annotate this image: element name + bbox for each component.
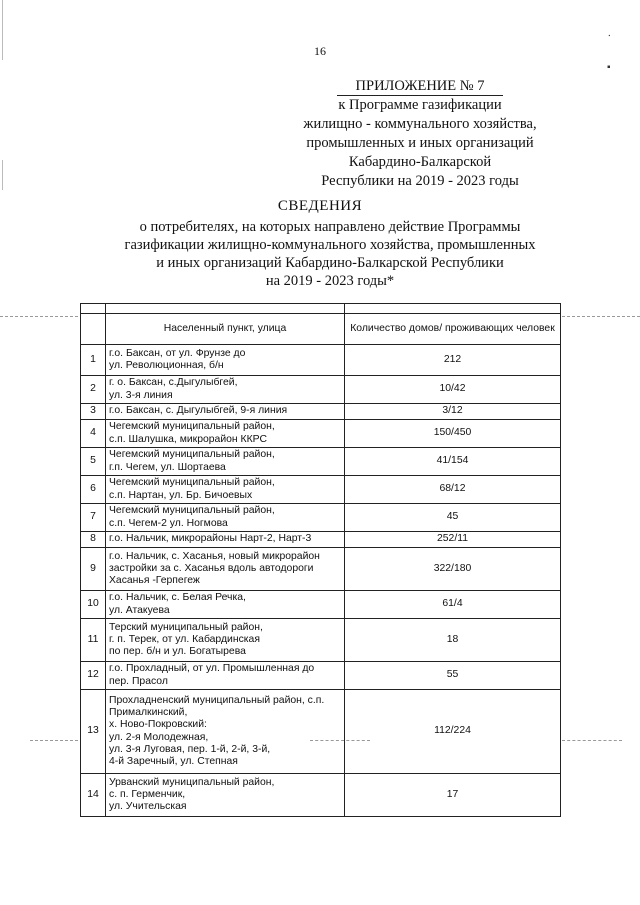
scan-mark-right: ▪	[607, 62, 611, 73]
place-text: г.о. Нальчик, микрорайоны Нарт-2, Нарт-3	[109, 533, 312, 545]
header-count: Количество домов/ проживающих человек	[345, 314, 561, 345]
row-count: 17	[345, 774, 561, 817]
row-count: 10/42	[345, 376, 561, 404]
row-place	[106, 662, 345, 690]
place-text: г.о. Баксан, от ул. Фрунзе до ул. Революционная, б/н	[109, 347, 246, 371]
table-row	[81, 690, 561, 774]
row-place	[106, 548, 345, 591]
annex-line: к Программе газификации	[338, 97, 502, 113]
row-count: 322/180	[345, 548, 561, 591]
row-place	[106, 476, 345, 504]
row-place	[106, 532, 345, 548]
place-text: Терский муниципальный район, г. п. Терек, от ул. Кабардинская по пер. б/н и ул. Богатырева	[109, 621, 263, 658]
row-count: 68/12	[345, 476, 561, 504]
document-subtitle	[100, 218, 560, 290]
subtitle-line: газификации жилищно-коммунального хозяйства, промышленных	[124, 237, 536, 253]
table-row	[81, 448, 561, 476]
table-row	[81, 774, 561, 817]
table-header-row	[81, 314, 561, 345]
header-place: Населенный пункт, улица	[106, 314, 345, 345]
row-place	[106, 591, 345, 619]
annex-line: промышленных и иных организаций	[306, 135, 534, 151]
annex-line: жилищно - коммунального хозяйства,	[303, 116, 537, 132]
table-row	[81, 376, 561, 404]
table-row	[81, 662, 561, 690]
row-number: 10	[81, 591, 106, 619]
place-text: Чегемский муниципальный район, с.п. Чегем-2 ул. Ногмова	[109, 505, 275, 529]
row-number: 4	[81, 420, 106, 448]
scan-line-left	[0, 316, 78, 317]
scan-line-right	[562, 316, 640, 317]
row-number: 5	[81, 448, 106, 476]
place-text: Чегемский муниципальный район, с.п. Нартан, ул. Бр. Бичоевых	[109, 477, 275, 501]
row-number: 7	[81, 504, 106, 532]
row-place	[106, 420, 345, 448]
scan-line-right	[562, 740, 622, 741]
document-title: СВЕДЕНИЯ	[277, 198, 363, 214]
scan-line-left	[30, 740, 78, 741]
table-row	[81, 404, 561, 420]
row-place	[106, 619, 345, 662]
page-number: 16	[314, 44, 326, 58]
row-number: 1	[81, 345, 106, 376]
row-number: 3	[81, 404, 106, 420]
row-place	[106, 690, 345, 774]
row-number: 13	[81, 690, 106, 774]
row-count: 212	[345, 345, 561, 376]
table-row	[81, 345, 561, 376]
row-place	[106, 376, 345, 404]
row-count: 61/4	[345, 591, 561, 619]
scan-mark-top: ⸱	[608, 31, 611, 42]
table-row	[81, 532, 561, 548]
table-row	[81, 591, 561, 619]
place-text: Чегемский муниципальный район, г.п. Чегем, ул. Шортаева	[109, 449, 275, 473]
table-body	[81, 345, 561, 817]
place-text: г. о. Баксан, с.Дыгулыбгей, ул. 3-я линия	[109, 377, 238, 401]
row-number: 2	[81, 376, 106, 404]
table-spacer-row	[81, 304, 561, 314]
place-text: Прохладненский муниципальный район, с.п. Прималкинский, х. Ново-Покровский: ул. 2-я Молодежная, ул. 3-я Луговая, пер. 1-й, 2-й, 3-й, 4-й Заречный, ул. Степная	[109, 694, 325, 767]
row-number: 14	[81, 774, 106, 817]
annex-title: ПРИЛОЖЕНИЕ № 7	[337, 78, 503, 96]
table-row	[81, 476, 561, 504]
annex-line: Республики на 2019 - 2023 годы	[321, 173, 519, 189]
row-count: 55	[345, 662, 561, 690]
row-place	[106, 774, 345, 817]
row-count: 45	[345, 504, 561, 532]
row-number: 9	[81, 548, 106, 591]
row-count: 3/12	[345, 404, 561, 420]
place-text: Урванский муниципальный район, с. п. Герменчик, ул. Учительская	[109, 776, 275, 813]
row-count: 112/224	[345, 690, 561, 774]
row-count: 41/154	[345, 448, 561, 476]
row-place	[106, 404, 345, 420]
place-text: Чегемский муниципальный район, с.п. Шалушка, микрорайон ККРС	[109, 421, 275, 445]
row-place	[106, 504, 345, 532]
row-place	[106, 448, 345, 476]
header-num	[81, 314, 106, 345]
row-count: 18	[345, 619, 561, 662]
scan-edge-line	[2, 0, 3, 60]
row-number: 12	[81, 662, 106, 690]
place-text: г.о. Нальчик, с. Хасанья, новый микрорайон застройки за с. Хасанья вдоль автодороги Хасанья -Герпегеж	[109, 550, 320, 587]
subtitle-line: и иных организаций Кабардино-Балкарской Республики	[156, 255, 504, 271]
place-text: г.о. Нальчик, с. Белая Речка, ул. Атакуева	[109, 592, 246, 616]
row-count: 150/450	[345, 420, 561, 448]
annex-block	[260, 78, 580, 191]
place-text: г.о. Прохладный, от ул. Промышленная до пер. Прасол	[109, 663, 315, 687]
row-count: 252/11	[345, 532, 561, 548]
place-text: г.о. Баксан, с. Дыгулыбгей, 9-я линия	[109, 405, 288, 417]
consumers-table	[80, 303, 561, 817]
row-place	[106, 345, 345, 376]
table-row	[81, 420, 561, 448]
table-row	[81, 619, 561, 662]
row-number: 8	[81, 532, 106, 548]
annex-line: Кабардино-Балкарской	[348, 154, 492, 170]
scan-edge-line-2	[2, 160, 3, 190]
table-row	[81, 504, 561, 532]
table-row	[81, 548, 561, 591]
subtitle-line: на 2019 - 2023 годы*	[265, 273, 395, 289]
row-number: 11	[81, 619, 106, 662]
row-number: 6	[81, 476, 106, 504]
subtitle-line: о потребителях, на которых направлено действие Программы	[139, 219, 521, 235]
